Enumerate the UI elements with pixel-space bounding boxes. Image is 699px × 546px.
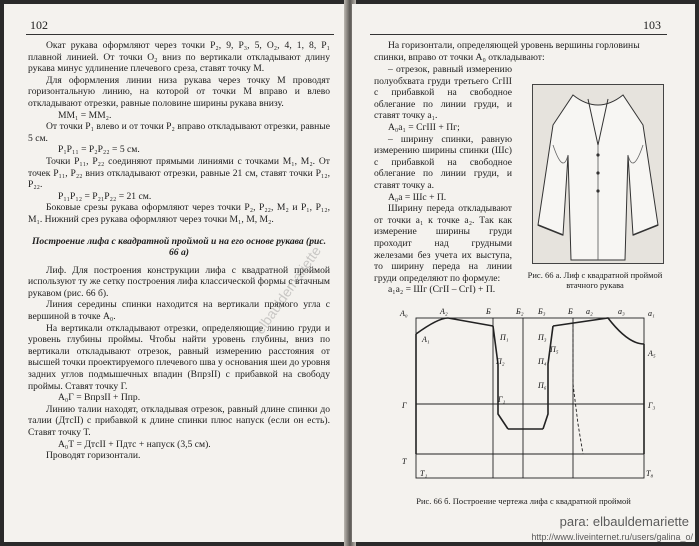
formula: Р₁Р₁₁ = Р₂Р₂₂ = 5 см. [58, 144, 140, 156]
formula: ММ₁ = ММ₂. [58, 109, 112, 121]
right-page [352, 4, 695, 542]
draft-label: П₆ [538, 381, 547, 390]
draft-label: T₁ [420, 469, 428, 478]
formula: А₀Г = ВпрзII + Ппр. [58, 392, 141, 404]
draft-label: a₁ [648, 309, 655, 318]
draft-label: П₂ [496, 357, 505, 366]
draft-label: П₄ [538, 357, 547, 366]
pattern-draft [398, 304, 668, 489]
caption-66a: Рис. 66 а. Лиф с квадратной проймой втачного рукава [527, 270, 663, 290]
right-top-text [374, 40, 667, 63]
draft-label: П₅ [550, 345, 559, 354]
draft-label: Б₃ [538, 307, 546, 316]
header-rule [26, 34, 334, 35]
formula: А₀а₁ = СгIII + Пг; [388, 121, 460, 133]
paragraph: На горизонтали, определяющей уровень вершины горловины спинки, вправо от точки А₀ откладывают: [374, 40, 640, 63]
draft-label: Б₂ [516, 307, 524, 316]
draft-label: A₀ [400, 309, 408, 318]
paragraph: Линия середины спинки находится на вертикали прямого угла с вершиной в точке А₀. [28, 299, 330, 323]
formula: А₀а = Шс + П. [388, 191, 447, 203]
page-number-right: 103 [643, 18, 661, 32]
paragraph: От точки Р₁ влево и от точки Р₂ вправо откладывают отрезки, равные 5 см. [28, 121, 330, 144]
url-watermark: http://www.liveinternet.ru/users/galina_o/ [531, 532, 693, 542]
draft-label: A₁ [422, 335, 430, 344]
right-text-column [374, 64, 512, 296]
draft-label: T [402, 457, 407, 466]
caption-66b: Рис. 66 б. Построение чертежа лифа с квадратной проймой [416, 496, 631, 506]
draft-label: П₃ [538, 333, 547, 342]
formula: А₀Т = ДтсII + Пдтс + напуск (3,5 см). [58, 438, 211, 450]
formula: а₁а₂ = Шг (СгII – СгI) + П. [388, 284, 496, 296]
header-rule [370, 34, 667, 35]
page-number-left: 102 [30, 18, 48, 32]
draft-label: a₃ [618, 307, 625, 316]
draft-label: Г₁ [498, 395, 506, 404]
paragraph: Для оформления линии низа рукава через точку М проводят горизонтальную линию, на которой от точки М вправо и влево откладывают отрезки, равные половине ширины рукава внизу. [28, 74, 330, 109]
draft-diagram [398, 304, 668, 489]
center-watermark: elbauldemariette [251, 243, 324, 337]
section-heading: Построение лифа с квадратной проймой и на его основе рукава (рис. 66 а) [31, 235, 327, 259]
paragraph: – отрезок, равный измерению полуобхвата груди третьего СгIII с прибавкой на свободное облегание по линии груди, и ставят точку а₁. [374, 64, 512, 122]
paragraph: Точки Р₁₁, Р₂₂ соединяют прямыми линиями с точками М₁, М₂. От точек Р₁₁, Р₂₂ вниз откладывают отрезки, равные 21 см, ставят точки Р₁₂, Р₂₂. [28, 155, 330, 191]
formula: Р₁₁Р₁₂ = Р₂₁Р₂₂ = 21 см. [58, 190, 152, 202]
draft-label: Б [486, 307, 491, 316]
blouse-illustration [533, 85, 663, 263]
left-text-column [28, 40, 330, 462]
draft-label: T₈ [646, 469, 654, 478]
paragraph: – ширину спинки, равную измерению ширины спинки (Шс) с прибавкой на свободное облегание по линии груди, и ставят точку а. [374, 133, 512, 191]
draft-label: П₁ [500, 333, 509, 342]
paragraph: Боковые срезы рукава оформляют через точки Р₂, Р₂₂, М₂ и Р₁, Р₁₂, М₁. Нижний срез рукава оформляют через точки М₁, М, М₂. [28, 202, 330, 225]
paragraph: Линию талии находят, откладывая отрезок, равный длине спинки до талии (ДтсII) с прибавкой к длине спинки плюс напуск (если он есть). Ставят точку Т. [28, 403, 330, 438]
corner-watermark: para: elbauldemariette [559, 514, 689, 529]
draft-label: A₂ [440, 307, 448, 316]
draft-label: Г₃ [648, 401, 656, 410]
paragraph: Лиф. Для построения конструкции лифа с квадратной проймой используют ту же сетку построения лифа классической формы с втачным рукавом (рис. 66 б). [28, 264, 330, 299]
draft-label: Б [568, 307, 573, 316]
paragraph: Окат рукава оформляют через точки Р₂, 9, Р₃, 5, О₂, 4, 1, 8, Р₁ плавной линией. От точки О₂ вниз по вертикали откладывают длину рукава минус удлинение плечевого среза, ставят точку М. [28, 40, 330, 75]
blouse-photo [532, 84, 664, 264]
paragraph: На вертикали откладывают отрезки, определяющие линию груди и уровень глубины проймы. Чтобы найти уровень глубины, вниз по вертикали откладывают отрезок, равный измерению расстояния от высшей точки проектируемого плечевого шва у основания шеи до уровня задних углов подмышечных впадин (ВпрзII) с прибавкой на свободу проймы. Ставят точку Г. [28, 322, 330, 392]
draft-label: A₅ [648, 349, 656, 358]
draft-label: Г [402, 401, 407, 410]
paragraph: Ширину переда откладывают от точки а₁ к точке а₂. Так как измерение ширины груди проходит над грудными железами без учета их выступа, то ширину переда на линии груди определяют по формуле: [374, 203, 512, 284]
draft-label: a₂ [586, 307, 593, 316]
paragraph: Проводят горизонтали. [46, 450, 141, 462]
